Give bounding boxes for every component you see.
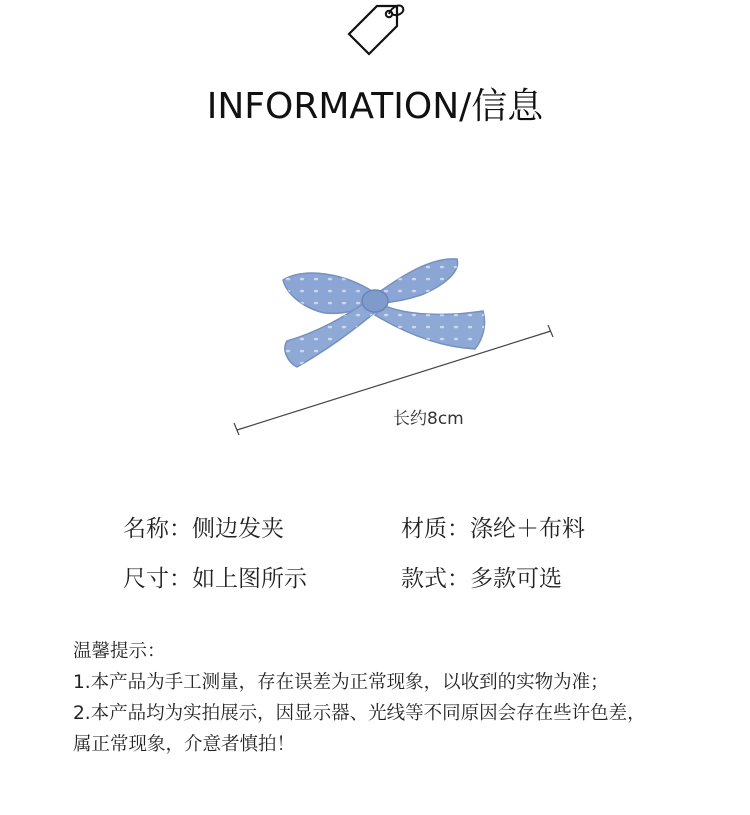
spec-style: 款式：多款可选 <box>401 566 562 592</box>
notes-line: 2.本产品均为实拍展示，因显示器、光线等不同原因会存在些许色差， <box>73 703 646 724</box>
notes-heading: 温馨提示： <box>73 641 166 662</box>
notes-section <box>73 636 646 760</box>
notes-line: 1.本产品为手工测量，存在误差为正常现象，以收到的实物为准； <box>73 672 609 693</box>
tag-icon <box>345 2 407 58</box>
bow-hairclip <box>283 259 485 367</box>
page-title: INFORMATION/信息 <box>206 86 544 127</box>
length-label: 长约8cm <box>393 409 464 429</box>
spec-size: 尺寸：如上图所示 <box>123 566 307 592</box>
notes-line: 属正常现象，介意者慎拍！ <box>73 734 296 755</box>
spec-material: 材质：涤纶＋布料 <box>401 516 585 542</box>
spec-name: 名称：侧边发夹 <box>123 516 284 542</box>
